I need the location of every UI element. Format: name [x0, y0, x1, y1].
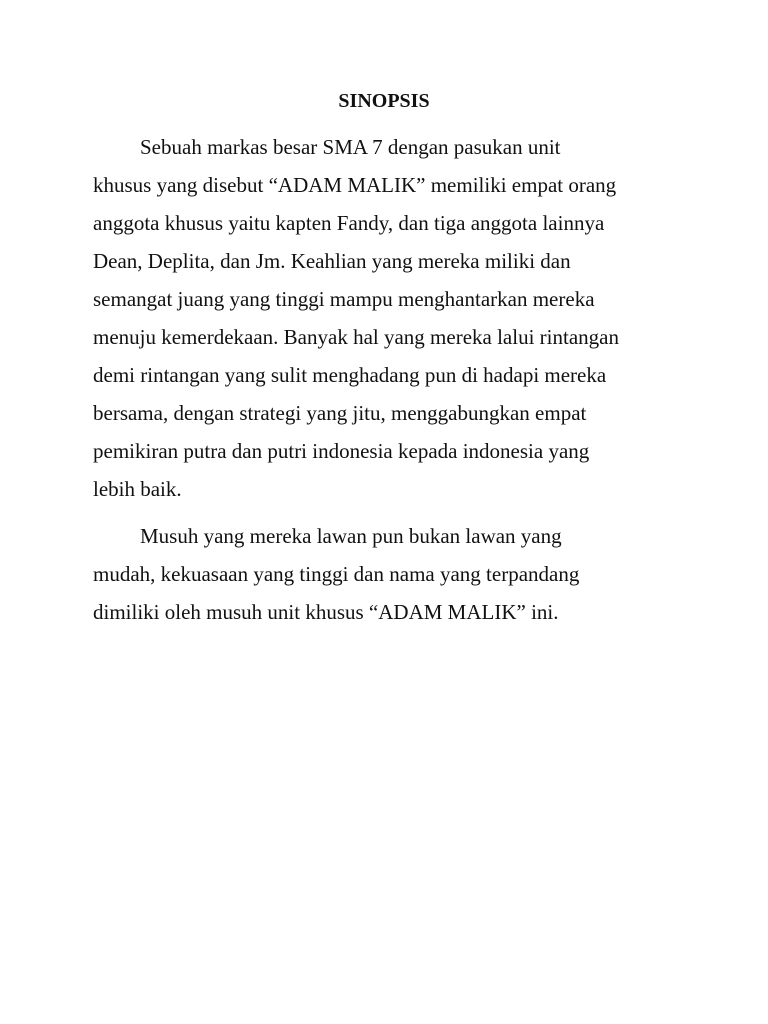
paragraph-line: dimiliki oleh musuh unit khusus “ADAM MALIK” ini. [93, 600, 559, 624]
paragraph-line: lebih baik. [93, 477, 182, 501]
paragraph-line: Dean, Deplita, dan Jm. Keahlian yang mereka miliki dan [93, 249, 571, 273]
document-title: SINOPSIS [338, 90, 430, 112]
paragraph-line: Musuh yang mereka lawan pun bukan lawan yang [140, 524, 562, 548]
paragraph-line: anggota khusus yaitu kapten Fandy, dan tiga anggota lainnya [93, 211, 605, 235]
paragraph-line: menuju kemerdekaan. Banyak hal yang mereka lalui rintangan [93, 325, 619, 349]
paragraph-line: pemikiran putra dan putri indonesia kepada indonesia yang [93, 439, 590, 463]
paragraph-line: khusus yang disebut “ADAM MALIK” memiliki empat orang [93, 173, 617, 197]
paragraph-line: demi rintangan yang sulit menghadang pun di hadapi mereka [93, 363, 607, 387]
paragraph-line: semangat juang yang tinggi mampu menghantarkan mereka [93, 287, 595, 311]
paragraph-line: mudah, kekuasaan yang tinggi dan nama yang terpandang [93, 562, 580, 586]
paragraph-line: Sebuah markas besar SMA 7 dengan pasukan unit [140, 135, 561, 159]
paragraph-line: bersama, dengan strategi yang jitu, menggabungkan empat [93, 401, 587, 425]
